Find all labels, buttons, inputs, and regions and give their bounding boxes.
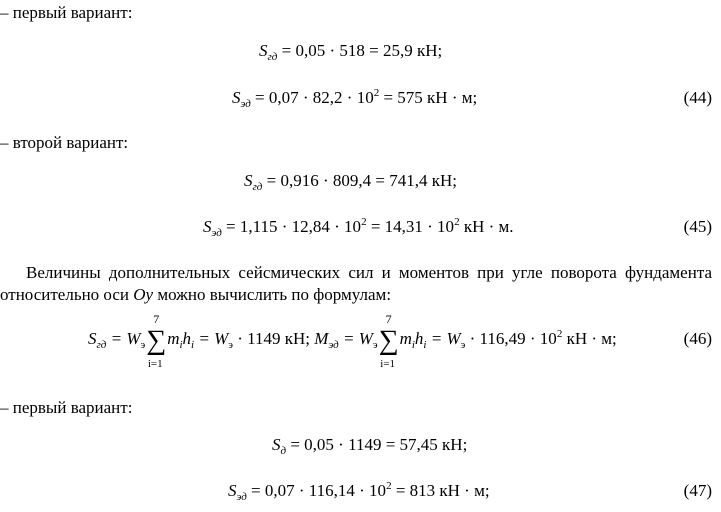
sum-lower: i=1 — [147, 358, 163, 370]
exponent: 2 — [454, 216, 460, 228]
term: h — [182, 329, 192, 348]
subscript: гд — [267, 51, 278, 63]
subscript: э — [372, 339, 378, 351]
symbol-s: S — [272, 435, 281, 454]
sum-upper: 7 — [385, 312, 392, 326]
equation-shear-force-3 — [272, 434, 467, 456]
equation-number-45: (45) — [683, 217, 712, 236]
subscript: эд — [211, 227, 222, 239]
subscript: гд — [252, 181, 263, 193]
variant-label-2: – второй вариант: — [0, 133, 129, 152]
subscript: э — [460, 339, 466, 351]
term: m — [399, 329, 412, 348]
equation-number-47: (47) — [683, 481, 712, 500]
subscript: эд — [240, 98, 251, 110]
exponent: 2 — [373, 87, 380, 99]
equation-moment-2 — [203, 216, 514, 238]
equation-part: = 0,07 · 116,14 · 10 — [246, 481, 387, 500]
term: h — [414, 329, 424, 348]
subscript: гд — [96, 339, 107, 351]
paragraph — [0, 262, 712, 306]
subscript: i — [179, 339, 183, 351]
symbol-s: S — [244, 171, 253, 190]
symbol-s: S — [259, 41, 268, 60]
sum-symbol: ∑ 7 i=1 — [146, 330, 166, 352]
symbol-m: M — [314, 329, 329, 348]
subscript: эд — [236, 491, 247, 503]
subscript: i — [423, 339, 427, 351]
subscript: эд — [328, 339, 339, 351]
equation-part: = 0,07 · 82,2 · 10 — [250, 88, 374, 107]
symbol-s: S — [228, 481, 237, 500]
subscript: э — [140, 339, 146, 351]
sum-symbol: ∑ 7 i=1 — [379, 330, 399, 352]
equation-part: = W — [106, 329, 141, 348]
axis-symbol: Oy — [133, 285, 154, 304]
paragraph-text: Величины дополнительных сейсмических сил и моментов при угле поворота фундамента относительно оси — [0, 263, 712, 304]
equation-part: = 1,115 · 12,84 · 10 — [221, 217, 362, 236]
equation-part: · 116,49 · 10 — [465, 329, 557, 348]
subscript: i — [191, 339, 195, 351]
equation-part: = 575 кН · м; — [379, 88, 478, 107]
subscript: i — [411, 339, 415, 351]
sum-lower: i=1 — [380, 358, 395, 370]
equation-formulas — [88, 312, 617, 370]
equation-shear-force-2 — [244, 170, 457, 192]
equation-part: = W — [426, 329, 461, 348]
sum-upper: 7 — [153, 312, 160, 326]
equation-number-44: (44) — [683, 88, 712, 107]
equation-part: = W — [194, 329, 229, 348]
equation-part: · 1149 кН; — [232, 329, 315, 348]
subscript: э — [228, 339, 233, 351]
variant-label-3: – первый вариант: — [0, 398, 133, 417]
equation-rhs: = 0,05 · 1149 = 57,45 кН; — [286, 435, 468, 454]
equation-moment-3 — [228, 480, 490, 502]
exponent: 2 — [556, 328, 563, 340]
equation-number-46: (46) — [683, 329, 712, 348]
equation-part: = 813 кН · м; — [391, 481, 490, 500]
exponent: 2 — [386, 480, 392, 492]
symbol-s: S — [232, 88, 241, 107]
equation-part: = W — [338, 329, 373, 348]
variant-label-1: – первый вариант: — [0, 3, 133, 22]
symbol-s: S — [203, 217, 212, 236]
equation-rhs: = 0,05 · 518 = 25,9 кН; — [277, 41, 443, 60]
exponent: 2 — [361, 216, 367, 228]
equation-part: кН · м; — [562, 329, 617, 348]
equation-part: = 14,31 · 10 — [366, 217, 455, 236]
symbol-s: S — [88, 329, 97, 348]
term: m — [167, 329, 180, 348]
equation-moment-1 — [232, 87, 477, 109]
equation-part: кН · м. — [459, 217, 514, 236]
equation-shear-force-1 — [259, 40, 442, 62]
paragraph-text: можно вычислить по формулам: — [153, 285, 392, 304]
equation-rhs: = 0,916 · 809,4 = 741,4 кН; — [262, 171, 457, 190]
subscript: д — [280, 445, 287, 457]
